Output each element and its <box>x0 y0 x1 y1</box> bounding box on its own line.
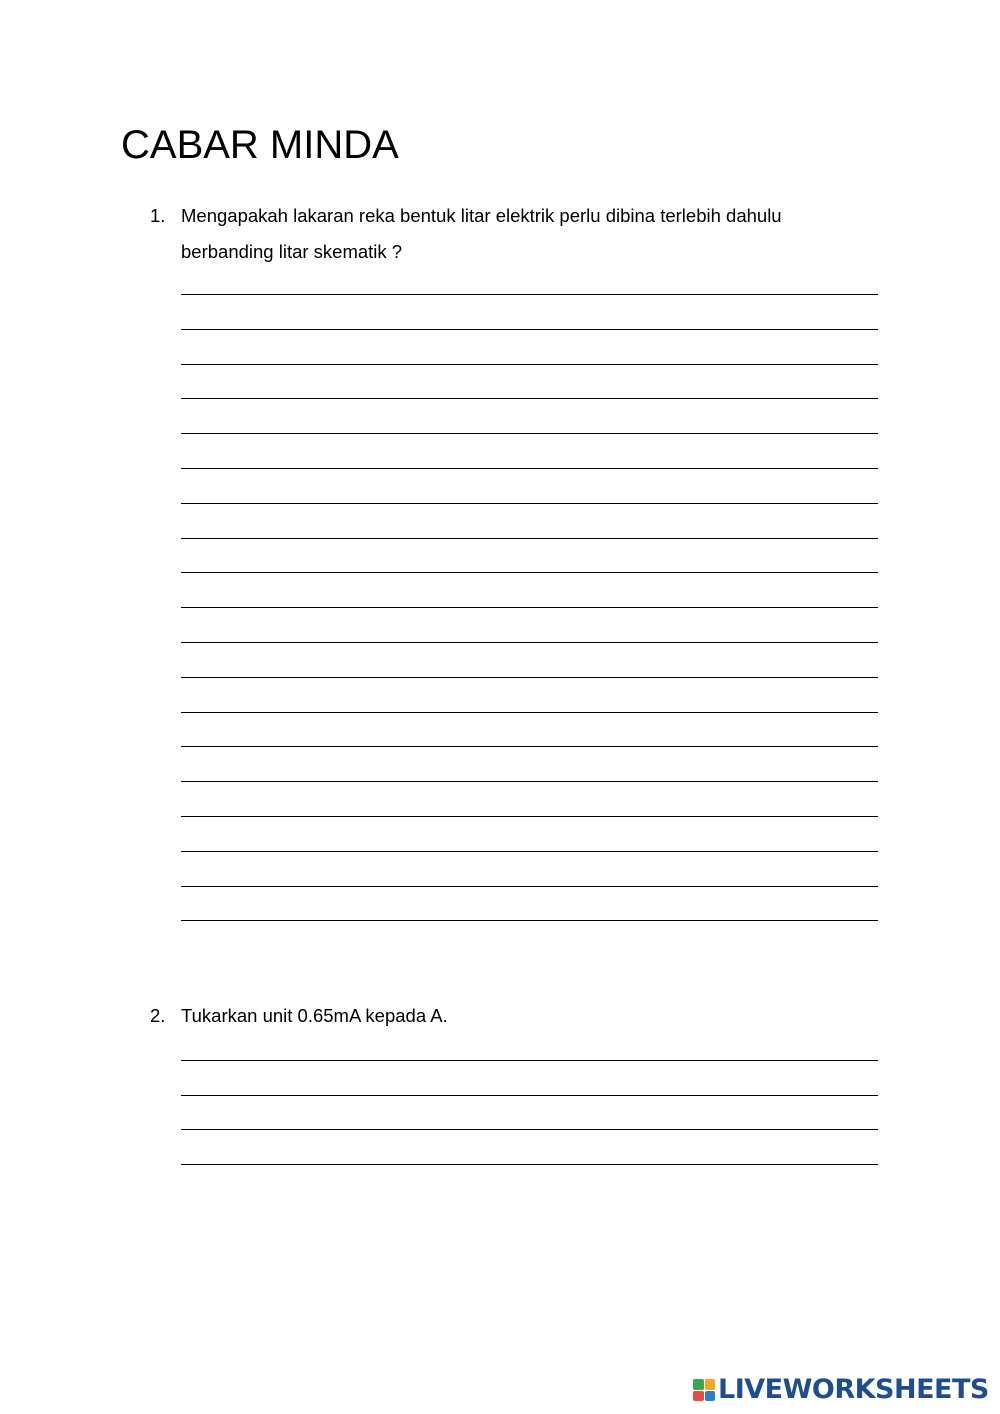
answer-line[interactable] <box>181 607 878 608</box>
answer-line[interactable] <box>181 398 878 399</box>
answer-line[interactable] <box>181 503 878 504</box>
answer-line[interactable] <box>181 746 878 747</box>
answer-line[interactable] <box>181 1095 878 1096</box>
question-1 <box>150 198 870 270</box>
answer-line[interactable] <box>181 329 878 330</box>
liveworksheets-logo <box>693 1374 989 1406</box>
answer-line[interactable] <box>181 364 878 365</box>
question-text-line: Mengapakah lakaran reka bentuk litar elektrik perlu dibina terlebih dahulu <box>181 205 782 226</box>
worksheet-title: CABAR MINDA <box>121 123 399 167</box>
answer-line[interactable] <box>181 886 878 887</box>
answer-line[interactable] <box>181 433 878 434</box>
answer-line[interactable] <box>181 1060 878 1061</box>
answer-line[interactable] <box>181 712 878 713</box>
answer-line[interactable] <box>181 572 878 573</box>
answer-line[interactable] <box>181 468 878 469</box>
answer-line[interactable] <box>181 1129 878 1130</box>
answer-line[interactable] <box>181 781 878 782</box>
liveworksheets-logo-icon <box>693 1379 715 1401</box>
question-number: 2. <box>150 1005 166 1026</box>
answer-lines-question-2[interactable] <box>181 1060 878 1166</box>
answer-line[interactable] <box>181 538 878 539</box>
answer-line[interactable] <box>181 677 878 678</box>
logo-text: LIVEWORKSHEETS <box>718 1374 989 1405</box>
answer-lines-question-1[interactable] <box>181 294 878 922</box>
answer-line[interactable] <box>181 851 878 852</box>
answer-line[interactable] <box>181 642 878 643</box>
answer-line[interactable] <box>181 1164 878 1165</box>
answer-line[interactable] <box>181 294 878 295</box>
question-number: 1. <box>150 205 166 226</box>
question-text-line: Tukarkan unit 0.65mA kepada A. <box>181 1005 448 1026</box>
question-text-line: berbanding litar skematik ? <box>181 241 403 262</box>
question-2 <box>150 998 870 1034</box>
answer-line[interactable] <box>181 816 878 817</box>
answer-line[interactable] <box>181 920 878 921</box>
